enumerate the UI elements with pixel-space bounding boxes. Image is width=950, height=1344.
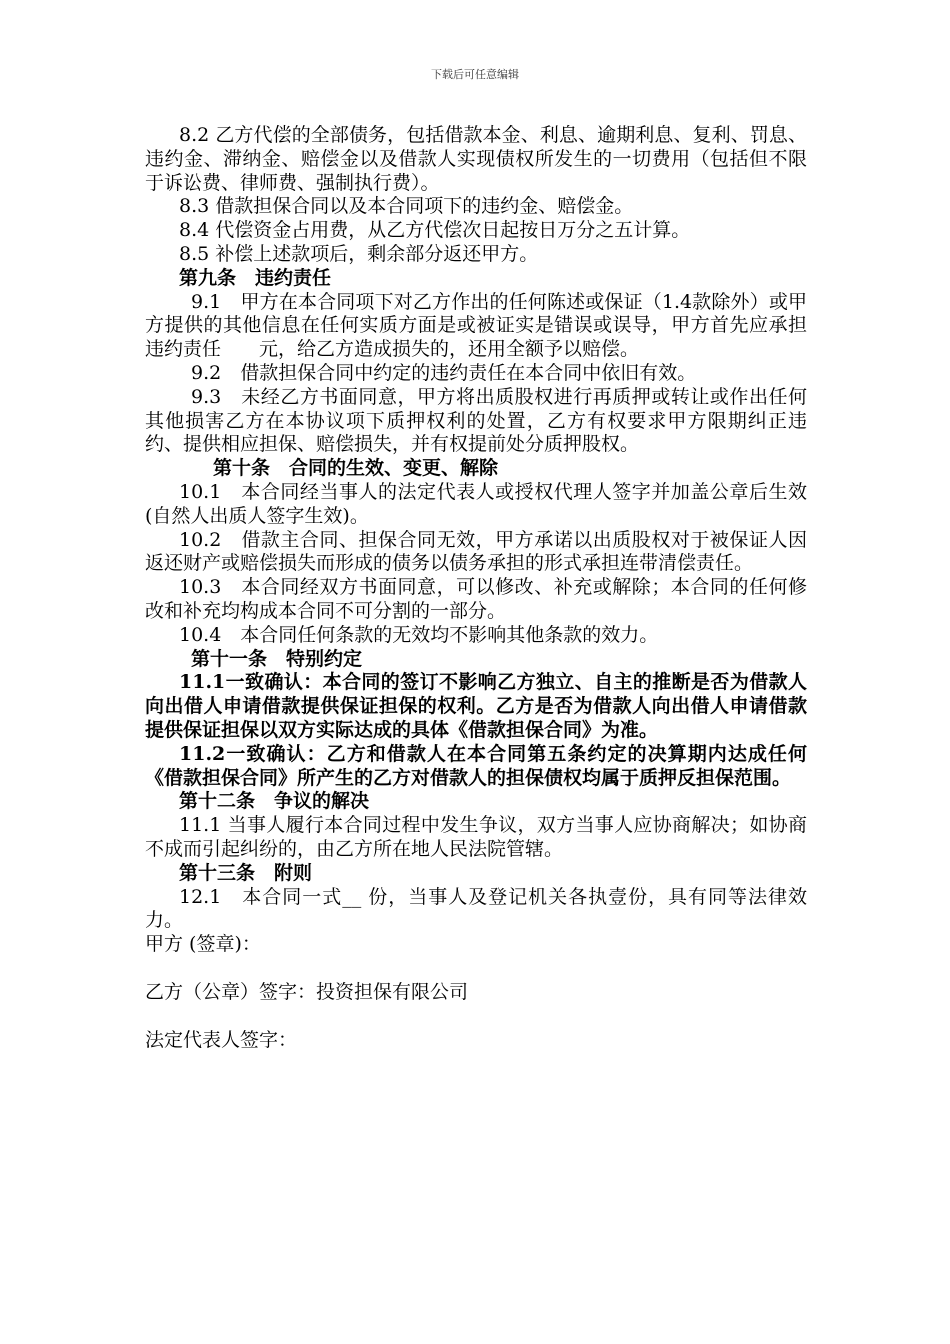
legal-rep-signature: 法定代表人签字：: [145, 1028, 298, 1051]
article-11-heading: 第十一条 特别约定: [191, 647, 363, 670]
article-10-heading: 第十条 合同的生效、变更、解除: [213, 457, 499, 480]
clause-12-dispute: 11.1 当事人履行本合同过程中发生争议，双方当事人应协商解决；如协商不成而引起纠纷的，由乙方所在地人民法院管辖。: [145, 814, 807, 860]
article-9-heading: 第九条 违约责任: [179, 266, 332, 289]
clause-9-2: 9.2 借款担保合同中约定的违约责任在本合同中依旧有效。: [191, 361, 697, 384]
article-13-heading: 第十三条 附则: [179, 861, 313, 884]
clause-8-4: 8.4 代偿资金占用费，从乙方代偿次日起按日万分之五计算。: [179, 219, 691, 242]
page-header: 下载后可任意编辑: [431, 68, 519, 81]
party-b-signature: 乙方（公章）签字：投资担保有限公司: [145, 980, 469, 1003]
article-12-heading: 第十二条 争议的解决: [179, 790, 370, 813]
clause-9-3: 9.3 未经乙方书面同意，甲方将出质股权进行再质押或转让或作出任何其他损害乙方在本协议项下质押权利的处置，乙方有权要求甲方限期纠正违约、提供相应担保、赔偿损失，并有权提前处分质押股权。: [145, 385, 807, 456]
contract-body: [145, 124, 807, 1052]
clause-9-1: 9.1 甲方在本合同项下对乙方作出的任何陈述或保证（1.4款除外）或甲方提供的其他信息在任何实质方面是或被证实是错误或误导，甲方首先应承担违约责任 元，给乙方造成损失的，还用全额予以赔偿。: [145, 290, 807, 361]
clause-11-1: 11.1一致确认：本合同的签订不影响乙方独立、自主的推断是否为借款人向出借人申请借款提供保证担保的权利。乙方是否为借款人向出借人申请借款提供保证担保以双方实际达成的具体《借款担保合同》为准。: [145, 671, 807, 741]
clause-8-2: 8.2 乙方代偿的全部债务，包括借款本金、利息、逾期利息、复利、罚息、违约金、滞纳金、赔偿金以及借款人实现债权所发生的一切费用（包括但不限于诉讼费、律师费、强制执行费）。: [145, 124, 807, 194]
clause-13-copies: 12.1 本合同一式__ 份，当事人及登记机关各执壹份，具有同等法律效力。: [145, 885, 807, 932]
clause-10-3: 10.3 本合同经双方书面同意，可以修改、补充或解除；本合同的任何修改和补充均构成本合同不可分割的一部分。: [145, 576, 807, 622]
spacer: [145, 1005, 807, 1029]
spacer: [145, 957, 807, 981]
clause-10-2: 10.2 借款主合同、担保合同无效，甲方承诺以出质股权对于被保证人因返还财产或赔偿损失而形成的债务以债务承担的形式承担连带清偿责任。: [145, 528, 807, 575]
clause-10-1: 10.1 本合同经当事人的法定代表人或授权代理人签字并加盖公章后生效(自然人出质人签字生效)。: [145, 480, 807, 527]
clause-8-3: 8.3 借款担保合同以及本合同项下的违约金、赔偿金。: [179, 195, 634, 218]
clause-11-2: 11.2一致确认：乙方和借款人在本合同第五条约定的决算期内达成任何《借款担保合同》所产生的乙方对借款人的担保债权均属于质押反担保范围。: [145, 742, 807, 789]
party-a-signature: 甲方 (签章)：: [145, 933, 261, 956]
clause-10-4: 10.4 本合同任何条款的无效均不影响其他条款的效力。: [179, 623, 659, 646]
clause-8-5: 8.5 补偿上述款项后，剩余部分返还甲方。: [179, 242, 539, 265]
